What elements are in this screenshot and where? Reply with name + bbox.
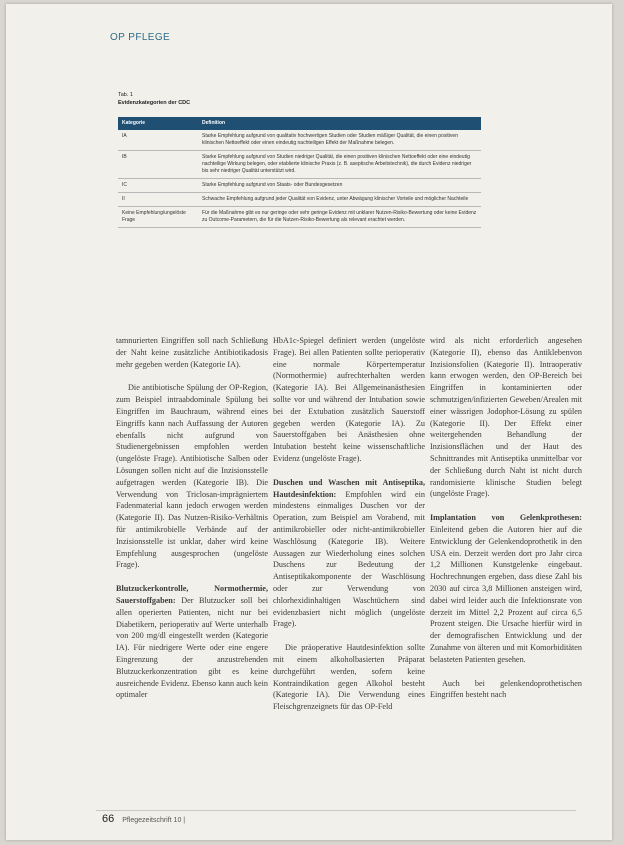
table-row [118,207,481,228]
cell-kategorie: Keine Empfehlung/ungelöste Frage [118,207,198,228]
cell-definition: Starke Empfehlung aufgrund von Staats- oder Bundesgesetzen [198,179,481,193]
paragraph: HbA1c-Spiegel definiert werden (ungelöste Frage). Bei allen Patienten sollte perioperativ eine normale Körpertemperatur (Normothermie) aufrechterhalten werden (Kategorie IA). Bei Allgemeinanästhesien sollte vor und während der Intubation sowie bei der Extubation zusätzlich Sauerstoff gegeben werden (Kategorie IA). Zu Sauerstoffgaben bei Anästhesien ohne Intubation besteht keine wissenschaftliche Evidenz (ungelöste Frage). [273,336,425,463]
cell-kategorie: IC [118,179,198,193]
text-column-3 [430,335,582,713]
table-row [118,179,481,193]
journal-name: Pflegezeitschrift 10 | [122,817,186,824]
page-footer [102,813,185,825]
paragraph: Die antibiotische Spülung der OP-Region, zum Beispiel intraabdominale Spülung bei Eingriffen im Bauchraum, während eines Eingriffs kann nach Auffassung der Autoren ebenfalls nicht aufgrund von Studienergebnissen empfohlen werden (ungelöste Frage). Antibiotische Salben oder Lösungen sollen nicht auf die Inzisionsstelle aufgetragen werden (Kategorie IB). Die Verwendung von Triclosan-imprägniertem Fadenmaterial kann jedoch erwogen werden (Kategorie II). Das Nutzen-Risiko-Verhältnis für antimikrobielle Verbände auf der Inzisionsstelle ist unklar, daher wird keine Empfehlung ausgesprochen (ungelöste Frage). [116,383,268,570]
subheading: Implantation von Gelenkprothesen: [430,513,582,523]
cell-definition: Für die Maßnahme gibt es nur geringe oder sehr geringe Evidenz mit unklarer Nutzen-Risiko-Bewertung oder keine Evidenz zu Outcome-Parametern, die für die Nutzen-Risiko-Bewertung als relevant erachtet werden. [198,207,481,228]
table-row [118,130,481,151]
cell-definition: Starke Empfehlung aufgrund von Studien niedriger Qualität, die einen positiven klinischen Nettoeffekt oder eine eindeutig nachteilige Wirkung belegen, oder etablierte klinische Praxis (z. B. aseptische Arbeitstechnik), die durch Evidenz niedriger bis sehr niedriger Qualität unterstützt wird. [198,151,481,179]
page-number: 66 [102,813,115,825]
column-header-kategorie: Kategorie [118,117,198,130]
paragraph-text: Empfohlen wird ein mindestens einmaliges Duschen vor der Operation, zum Beispiel am Vorabend, mit antimikrobieller oder nicht-antimikrobieller Waschlösung (Kategorie IB). Weitere Aussagen zur Wiederholung eines solchen Duschens zur Bedeutung der Antiseptikakomponente der Waschlösung oder zur Verwendung von chlorhexidinhaltigen Waschtüchern sind evidenzbasiert nicht möglich (ungelöste Frage). [273,489,425,629]
cell-kategorie: II [118,193,198,207]
cell-definition: Starke Empfehlung aufgrund von qualitativ hochwertigen Studien oder Studien mäßiger Qualität, die einen positiven klinischen Nettoeffekt oder einen eindeutig nachteiligen Effekt der Maßnahme belegen. [198,130,481,151]
section-title: OP PFLEGE [110,32,171,43]
paragraph: tamnurierten Eingriffen soll nach Schließung der Naht keine zusätzliche Antibiotikadosis mehr gegeben werden (Kategorie IA). [116,336,268,369]
table-caption: Evidenzkategorien der CDC [118,100,191,106]
subheading: Duschen und Waschen mit Antiseptika, Hautdesinfektion: [273,477,425,499]
table-caption-block [118,91,190,107]
table-number: Tab. 1 [118,92,133,98]
cell-definition: Schwache Empfehlung aufgrund jeder Qualität von Evidenz, unter Abwägung klinischer Vorteile und möglicher Nachteile [198,193,481,207]
paragraph-text: Der Blutzucker soll bei allen operierten Patienten, nicht nur bei Diabetikern, perioperativ auf Werte unterhalb von 200 mg/dl eingestellt werden (Kategorie IA). Für niedrigere Werte oder eine engere Eingrenzung der anzustrebenden Blutzuckerkonzentration gibt es keine ausreichende Evidenz. Ebenso kann auch kein optimaler [116,595,268,700]
cell-kategorie: IB [118,151,198,179]
table-row [118,193,481,207]
footer-divider [96,810,576,811]
paragraph [273,477,425,630]
paragraph: Auch bei gelenkendoprothetischen Eingriffen besteht nach [430,678,582,700]
table-header-row [118,117,481,130]
cell-kategorie: IA [118,130,198,151]
paragraph [116,583,268,701]
subheading: Blutzuckerkontrolle, Normothermie, Sauerstoffgaben: [116,584,268,605]
column-header-definition: Definition [198,117,481,130]
evidence-table [118,117,481,228]
paragraph-text: Einleitend geben die Autoren hier auf die Entwicklung der Gelenkendoprothetik in den USA ein. Derzeit werden dort pro Jahr circa 1,2 Millionen Kunstgelenke eingebaut. Hochrechnungen ergeben, dass diese Zahl bis 2030 auf circa 3,8 Millionen ansteigen wird, dabei wird leider auch die Infektionsrate von derzeit im Mittel 2,2 Prozent auf circa 6,5 Prozent steigen. Die Ursache hierfür wird in der demografischen Entwicklung und der Zunahme von älteren und mit Komorbiditäten belasteten Patienten gesehen. [430,524,582,664]
text-column-1 [116,335,268,713]
paragraph [430,512,582,665]
paragraph: Die präoperative Hautdesinfektion sollte mit einem alkoholbasierten Präparat durchgeführt werden, sofern keine Kontraindikation gegen Alkohol besteht (Kategorie IA). Die Verwendung eines Fleischgrenzeignets für das OP-Feld [273,643,425,712]
paragraph: wird als nicht erforderlich angesehen (Kategorie II), ebenso das Antiklebenvon Inzisionsfolien (Kategorie II). Intraoperativ kann erwogen werden, den OP-Bereich bei Eingriffen in kontaminierten oder schmutzigen/infizierten Geweben/Arealen mit einer wässrigen Jodophor-Lösung zu spülen (Kategorie II). Der Effekt einer weitergehenden Behandlung der Inzisionsflächen und der Haut des Schnittrandes mit Antiseptika unmittelbar vor der Schließung durch Naht ist nicht durch randomisierte klinische Studien belegt (ungelöste Frage). [430,336,582,499]
table-row [118,151,481,179]
magazine-page [6,4,612,840]
text-column-2 [273,335,425,725]
